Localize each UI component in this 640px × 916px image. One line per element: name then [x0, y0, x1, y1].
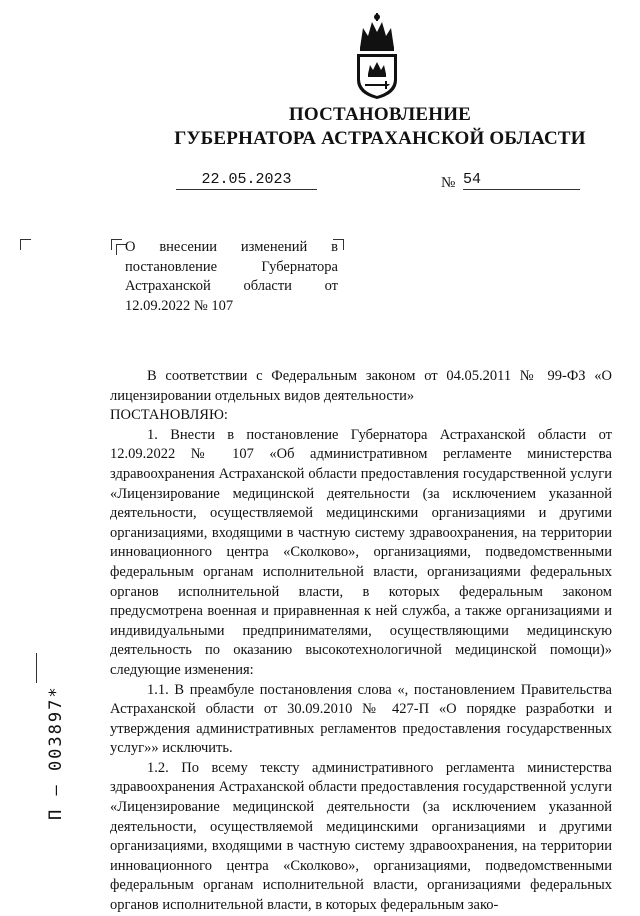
clause-paragraph: 1. Внести в постановление Губернатора Астраханской области от 12.09.2022 № 107 «Об административном регламенте министерства здравоохранения Астраханской области предоставления государственной услуги «Лицензирование медицинской деятельности (за исключением указанной деятельности, осуществляемой медицинскими организациями и другими организациями, входящими в частную систему здравоохранения, на территории инновационного центра «Сколково», организациями, подведомственными федеральным органам исполнительной власти, организациями федеральных органов исполнительной власти, в которых федеральным законом предусмотрена военная и приравненная к ней служба, а также организациями и индивидуальными предпринимателями, осуществляющими медицинскую деятельность по оказанию высокотехнологичной медицинской помощи)» следующие изменения: [110, 426, 612, 678]
clause-paragraph: 1.2. По всему тексту административного регламента министерства здравоохранения Астраханской области предоставления государственной услуги «Лицензирование медицинской деятельности (за исключением указанной деятельности, осуществляемой медицинскими организациями и другими организациями, входящими в частную систему здравоохранения, на территории инновационного центра «Сколково», организациями, подведомственными федеральным органам исполнительной власти, организациями федеральных органов исполнительной власти, в которых федеральным зако- [110, 759, 612, 914]
coat-of-arms-icon [352, 12, 402, 100]
corner-mark [20, 239, 31, 250]
side-serial-code: П – 003897* [46, 685, 66, 820]
resolve-heading: ПОСТАНОВЛЯЮ: [110, 407, 228, 424]
clause-paragraph: 1.1. В преамбуле постановления слова «, постановлением Правительства Астраханской области от 30.09.2010 № 427-П «О порядке разработки и утверждения административных регламентов предоставления государственных услуг»» исключить. [110, 681, 612, 757]
document-subject: О внесении изменений в постановление Губернатора Астраханской области от 12.09.2022 № 107 [125, 239, 338, 314]
preamble-paragraph: В соответствии с Федеральным законом от 04.05.2011 № 99-ФЗ «О лицензировании отдельных видов деятельности» [110, 368, 612, 404]
side-mark [36, 653, 37, 683]
number-sign: № [441, 175, 456, 191]
document-issuer: ГУБЕРНАТОРА АСТРАХАНСКОЙ ОБЛАСТИ [174, 128, 586, 149]
document-title: ПОСТАНОВЛЕНИЕ [288, 104, 472, 125]
document-body [110, 367, 612, 916]
document-number: 54 [463, 171, 580, 190]
document-date: 22.05.2023 [176, 171, 317, 190]
